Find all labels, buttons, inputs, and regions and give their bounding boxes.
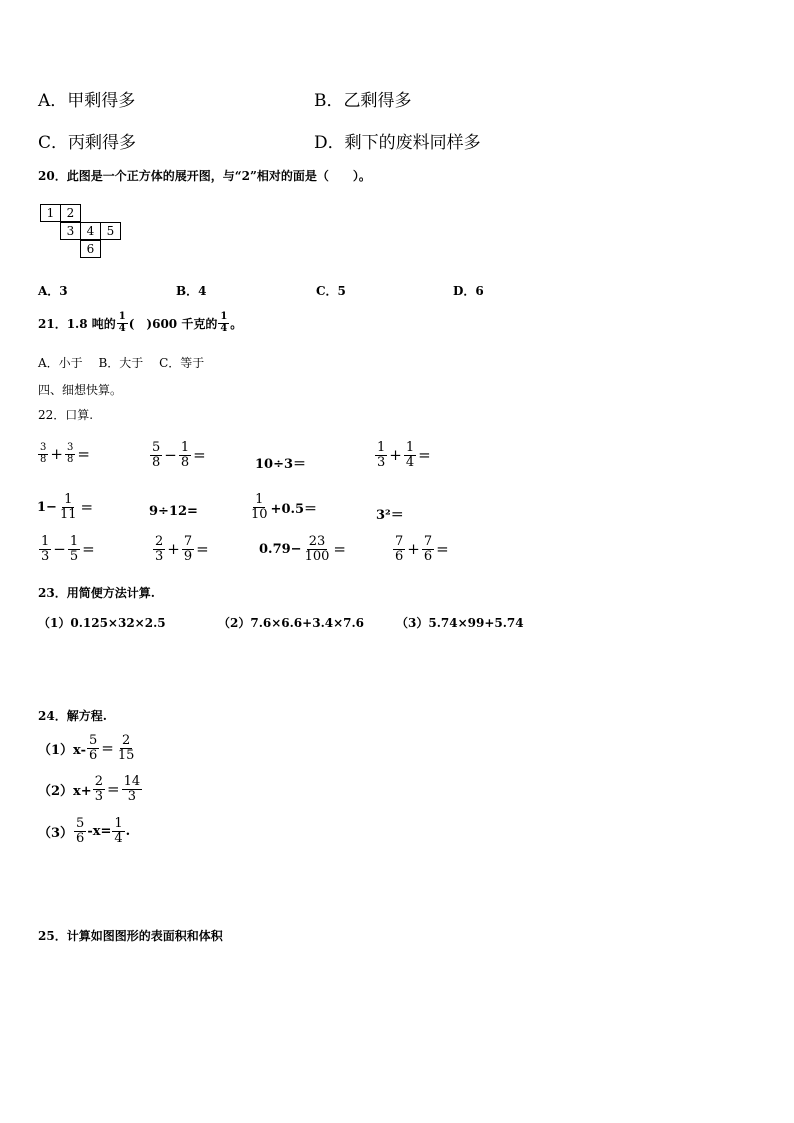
equals: = xyxy=(101,739,114,758)
q24-equation-1 xyxy=(38,734,137,762)
numerator: 3 xyxy=(40,442,47,453)
fraction xyxy=(249,493,270,521)
numerator: 5 xyxy=(88,733,98,748)
equals: = xyxy=(436,540,449,559)
net-face-2: 2 xyxy=(60,204,81,222)
q21-suffix: 。 xyxy=(230,316,243,331)
q22-r3-a xyxy=(38,535,96,563)
q20-option-d: D．6 xyxy=(453,284,484,298)
denominator: 6 xyxy=(76,830,85,846)
numerator: 1 xyxy=(377,440,386,455)
numerator: 14 xyxy=(123,774,141,789)
q24-equation-3 xyxy=(38,817,130,845)
operator: + xyxy=(50,445,63,463)
equals: = xyxy=(196,540,209,559)
q23-item-2: （2）7.6×6.6+3.4×7.6 xyxy=(218,616,365,630)
q21-stem xyxy=(38,312,242,334)
denominator: 8 xyxy=(66,453,74,465)
q20-option-a: A．3 xyxy=(38,284,68,298)
q19-option-d: D．剩下的废料同样多 xyxy=(314,133,481,153)
fraction xyxy=(182,535,194,563)
q22-r1-b xyxy=(149,441,207,469)
fraction xyxy=(393,535,405,563)
denominator: 3 xyxy=(127,788,136,804)
denominator: 15 xyxy=(117,747,135,763)
numerator: 1 xyxy=(118,311,126,322)
q20-option-b: B．4 xyxy=(176,284,207,298)
q19-option-b: B．乙剩得多 xyxy=(314,91,412,111)
q21-middle: ( )600 千克的 xyxy=(128,316,218,331)
equals: = xyxy=(193,446,206,465)
operator: + xyxy=(407,540,420,559)
denominator: 3 xyxy=(94,788,103,804)
expression-prefix: 1− xyxy=(37,499,57,515)
equals: = xyxy=(77,445,90,463)
fraction xyxy=(122,775,143,803)
fraction xyxy=(116,734,137,762)
q20-stem: 20．此图是一个正方体的展开图，与“2”相对的面是（ ）。 xyxy=(38,169,371,183)
q22-r3-b xyxy=(152,535,210,563)
numerator: 2 xyxy=(121,733,131,748)
net-face-3: 3 xyxy=(60,222,81,240)
denominator: 4 xyxy=(114,830,123,846)
numerator: 7 xyxy=(183,534,193,549)
numerator: 7 xyxy=(423,534,433,549)
equals: = xyxy=(80,498,94,517)
fraction xyxy=(303,535,332,563)
net-face-5: 5 xyxy=(100,222,121,240)
q22-r2-d: 3²＝ xyxy=(376,508,404,523)
denominator: 10 xyxy=(251,506,268,522)
equals: = xyxy=(106,780,120,799)
q22-r1-d xyxy=(374,441,432,469)
operator: − xyxy=(53,540,66,559)
q22-stem: 22．口算. xyxy=(38,408,94,422)
equation-prefix: （2）x+ xyxy=(38,783,92,799)
q19-option-a: A．甲剩得多 xyxy=(38,91,136,111)
numerator: 1 xyxy=(255,492,264,507)
q22-r2-c xyxy=(248,493,317,521)
numerator: 2 xyxy=(155,534,164,549)
net-face-6: 6 xyxy=(80,240,101,258)
denominator: 4 xyxy=(220,322,228,334)
fraction xyxy=(404,441,416,469)
denominator: 8 xyxy=(152,454,161,470)
numerator: 1 xyxy=(64,492,73,507)
numerator: 3 xyxy=(66,442,74,453)
expression-prefix: 0.79− xyxy=(259,541,302,557)
equation-prefix: （3） xyxy=(38,825,74,841)
q23-item-1: （1）0.125×32×2.5 xyxy=(38,616,166,630)
numerator: 1 xyxy=(114,816,123,831)
q23-stem: 23．用简便方法计算. xyxy=(38,586,155,600)
numerator: 7 xyxy=(395,534,404,549)
fraction xyxy=(112,817,124,845)
q22-r3-d xyxy=(392,535,450,563)
denominator: 5 xyxy=(69,548,79,564)
q23-item-3: （3）5.74×99+5.74 xyxy=(396,616,524,630)
q22-r1-a xyxy=(37,443,91,465)
denominator: 8 xyxy=(180,454,190,470)
numerator: 1 xyxy=(405,440,415,455)
q22-r3-c xyxy=(259,535,347,563)
numerator: 1 xyxy=(41,534,50,549)
q22-r2-a xyxy=(37,493,94,521)
equation-suffix: . xyxy=(125,823,131,839)
net-face-4: 4 xyxy=(80,222,101,240)
numerator: 2 xyxy=(94,774,103,789)
q25-stem: 25．计算如图图形的表面积和体积 xyxy=(38,929,223,943)
operator: + xyxy=(389,446,402,465)
denominator: 9 xyxy=(183,548,193,564)
equals: = xyxy=(82,540,95,559)
fraction xyxy=(150,441,162,469)
denominator: 6 xyxy=(423,548,433,564)
fraction xyxy=(93,775,105,803)
q20-option-c: C．5 xyxy=(316,284,346,298)
equation-prefix: （1）x- xyxy=(38,742,86,758)
numerator: 5 xyxy=(152,440,161,455)
denominator: 3 xyxy=(41,548,50,564)
section-heading: 四、细想快算。 xyxy=(38,383,123,397)
q24-stem: 24．解方程. xyxy=(38,709,107,723)
denominator: 6 xyxy=(395,548,404,564)
q21-fraction-1 xyxy=(117,312,128,334)
denominator: 3 xyxy=(155,548,164,564)
denominator: 8 xyxy=(40,453,47,465)
operator: + xyxy=(167,540,180,559)
fraction xyxy=(422,535,434,563)
fraction xyxy=(38,443,48,465)
fraction xyxy=(153,535,165,563)
q21-prefix: 21．1.8 吨的 xyxy=(38,316,116,331)
numerator: 1 xyxy=(180,440,190,455)
q22-r2-b: 9÷12= xyxy=(149,504,198,519)
numerator: 5 xyxy=(76,816,85,831)
equation-middle: -x= xyxy=(87,823,112,839)
numerator: 1 xyxy=(69,534,79,549)
expression-suffix: +0.5＝ xyxy=(270,501,318,517)
fraction xyxy=(39,535,51,563)
fraction xyxy=(68,535,80,563)
denominator: 3 xyxy=(377,454,386,470)
fraction xyxy=(74,817,86,845)
equals: = xyxy=(418,446,431,465)
denominator: 4 xyxy=(405,454,415,470)
fraction xyxy=(65,443,75,465)
fraction xyxy=(375,441,387,469)
numerator: 1 xyxy=(220,311,228,322)
q21-options: A．小于 B．大于 C．等于 xyxy=(38,356,205,370)
equals: = xyxy=(333,540,346,559)
q21-fraction-2 xyxy=(218,312,229,334)
fraction xyxy=(87,734,99,762)
net-face-1: 1 xyxy=(40,204,61,222)
denominator: 100 xyxy=(304,548,330,564)
q24-equation-2 xyxy=(38,775,143,803)
q22-r1-c: 10÷3＝ xyxy=(255,457,307,472)
denominator: 4 xyxy=(118,322,126,334)
denominator: 6 xyxy=(88,747,98,763)
denominator: 11 xyxy=(59,506,77,522)
fraction xyxy=(58,493,79,521)
operator: − xyxy=(164,446,177,465)
numerator: 23 xyxy=(308,534,326,549)
q19-option-c: C．丙剩得多 xyxy=(38,133,137,153)
fraction xyxy=(179,441,191,469)
